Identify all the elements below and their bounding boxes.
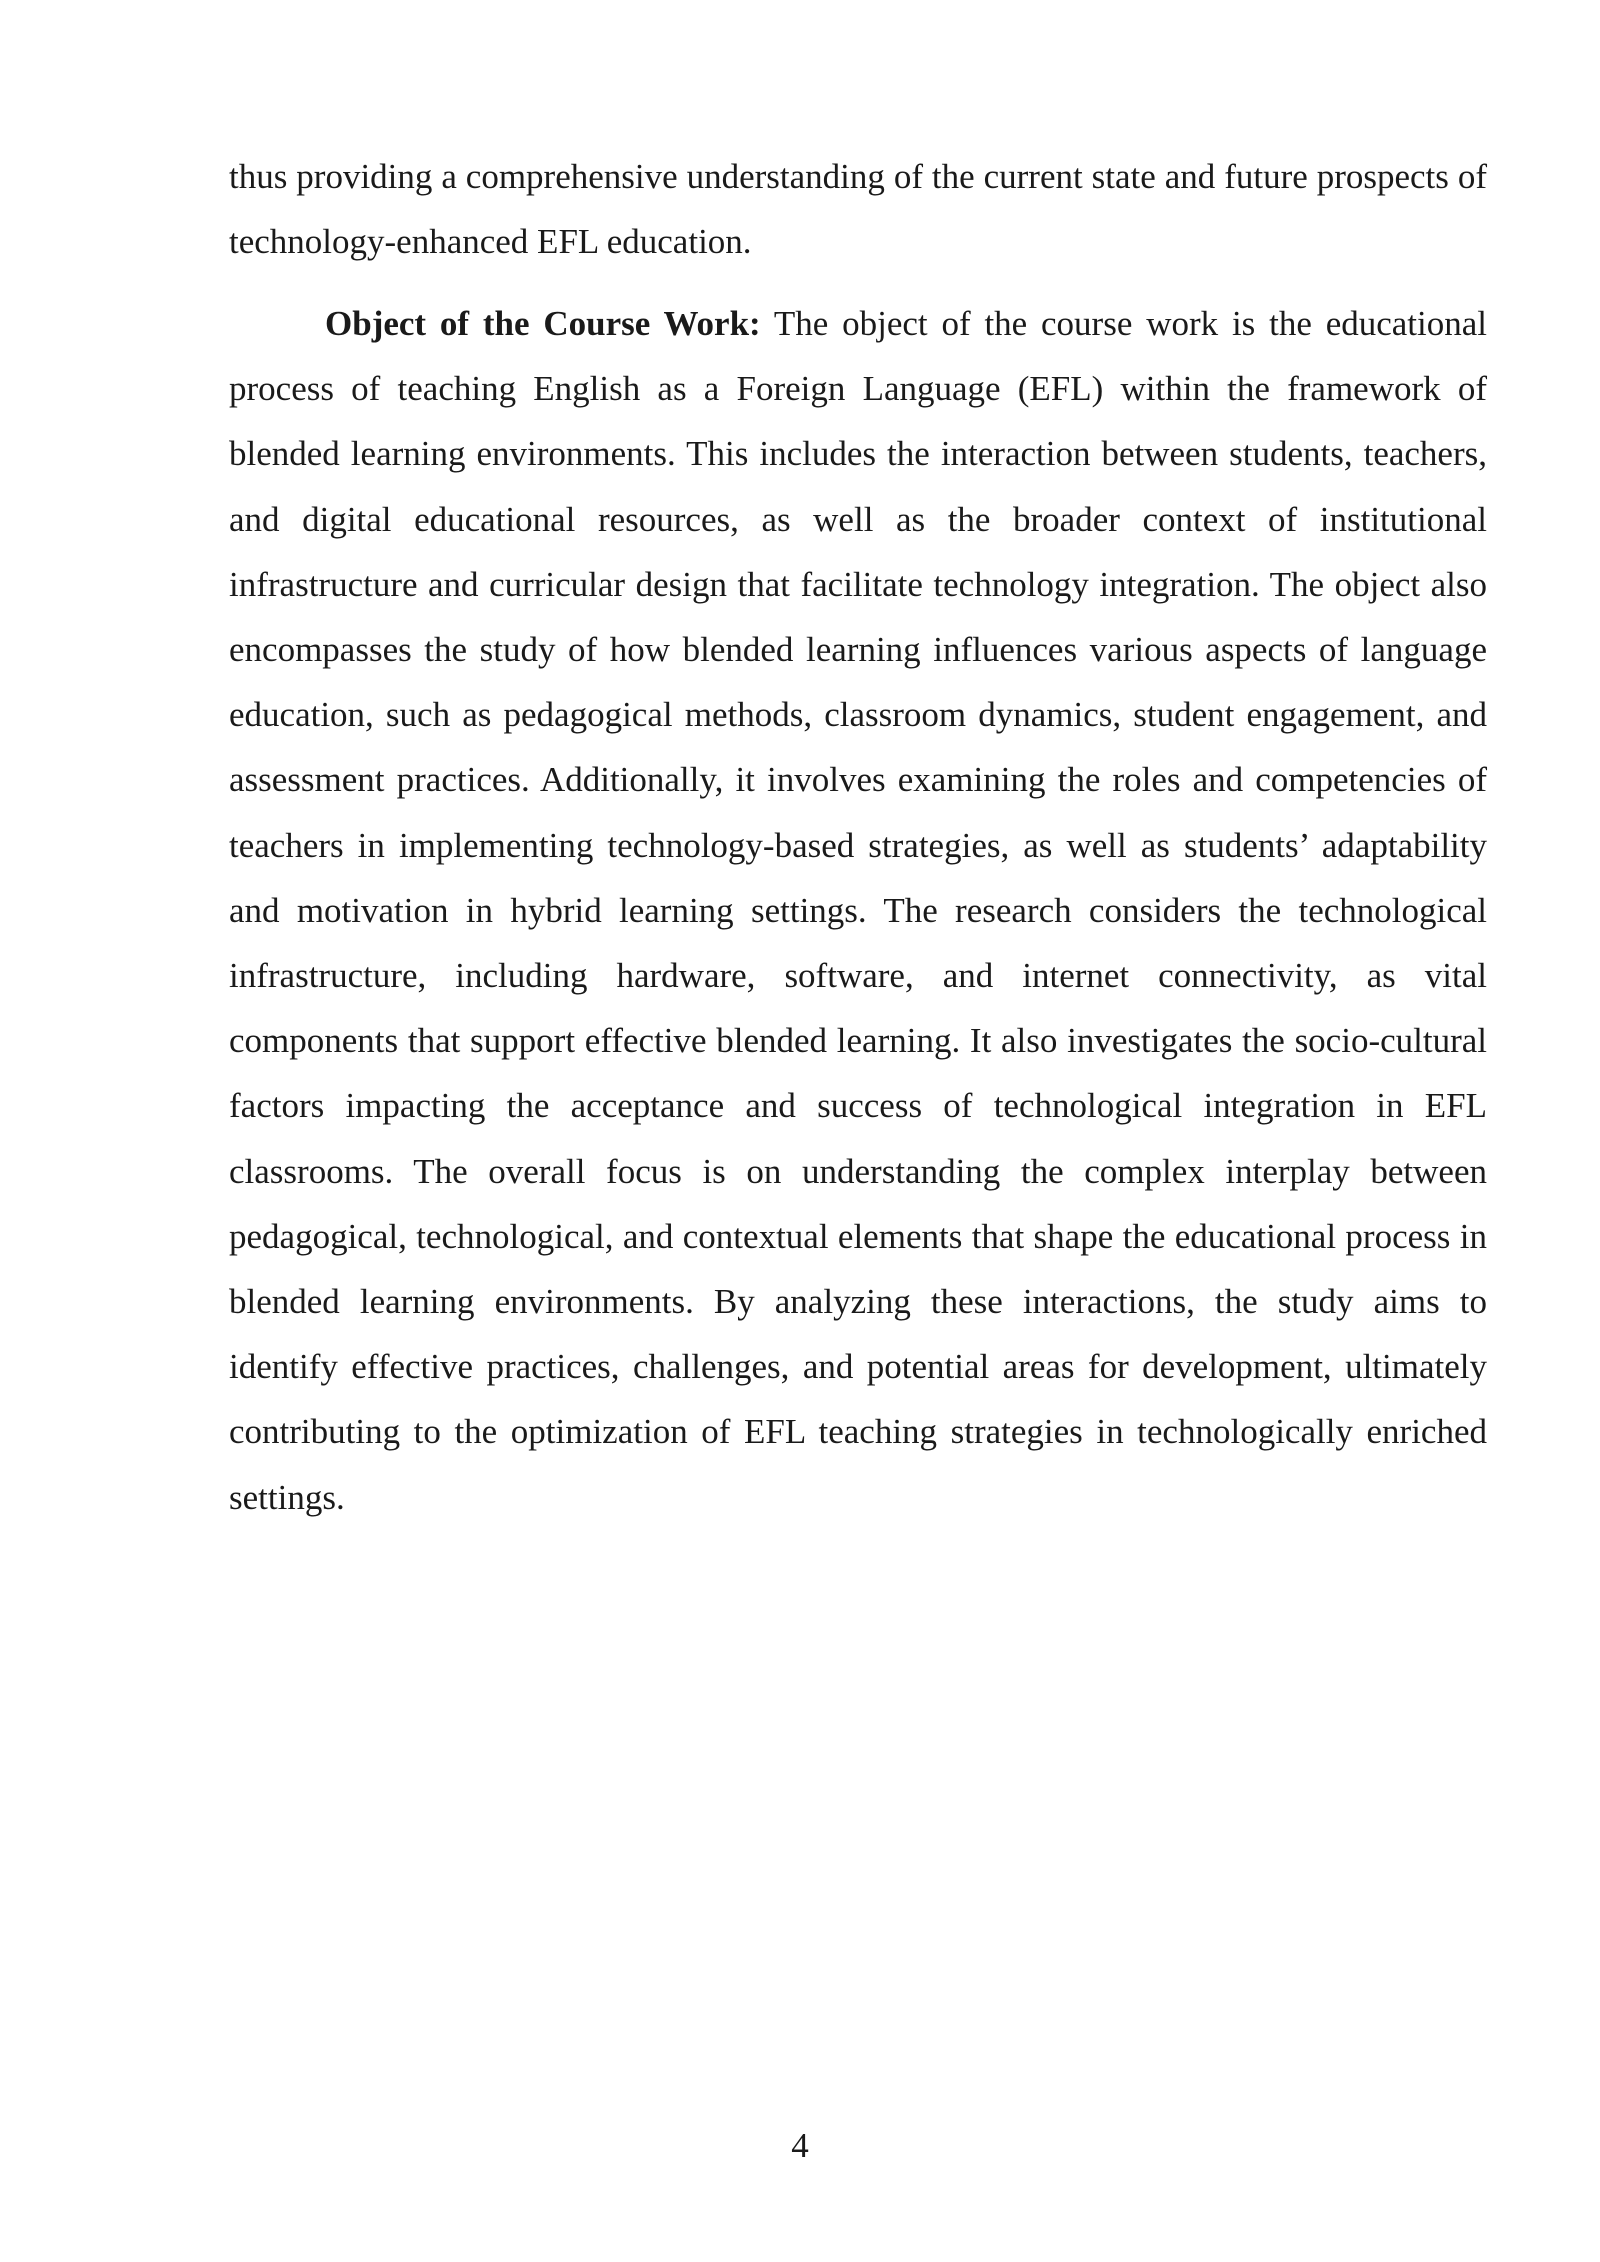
object-section-label: Object of the Course Work:	[325, 304, 761, 343]
object-section-body: The object of the course work is the educational process of teaching English as a Foreign Language (EFL) within the framework of blended learning environments. This includes the interaction between students, teachers, and digital educational resources, as well as the broader context of institutional infrastructure and curricular design that facilitate technology integration. The object also encompasses the study of how blended learning influences various aspects of language education, such as pedagogical methods, classroom dynamics, student engagement, and assessment practices. Additionally, it involves examining the roles and competencies of teachers in implementing technology-based strategies, as well as students’ adaptability and motivation in hybrid learning settings. The research considers the technological infrastructure, including hardware, software, and internet connectivity, as vital components that support effective blended learning. It also investigates the socio-cultural factors impacting the acceptance and success of technological integration in EFL classrooms. The overall focus is on understanding the complex interplay between pedagogical, technological, and contextual elements that shape the educational process in blended learning environments. By analyzing these interactions, the study aims to identify effective practices, challenges, and potential areas for development, ultimately contributing to the optimization of EFL teaching strategies in technologically enriched settings.	[229, 304, 1488, 1517]
page-number: 4	[791, 2126, 809, 2165]
continuation-paragraph: thus providing a comprehensive understanding of the current state and future prospects of technology-enhanced EFL education.	[229, 157, 1487, 262]
object-of-course-work-paragraph	[229, 291, 1487, 1530]
